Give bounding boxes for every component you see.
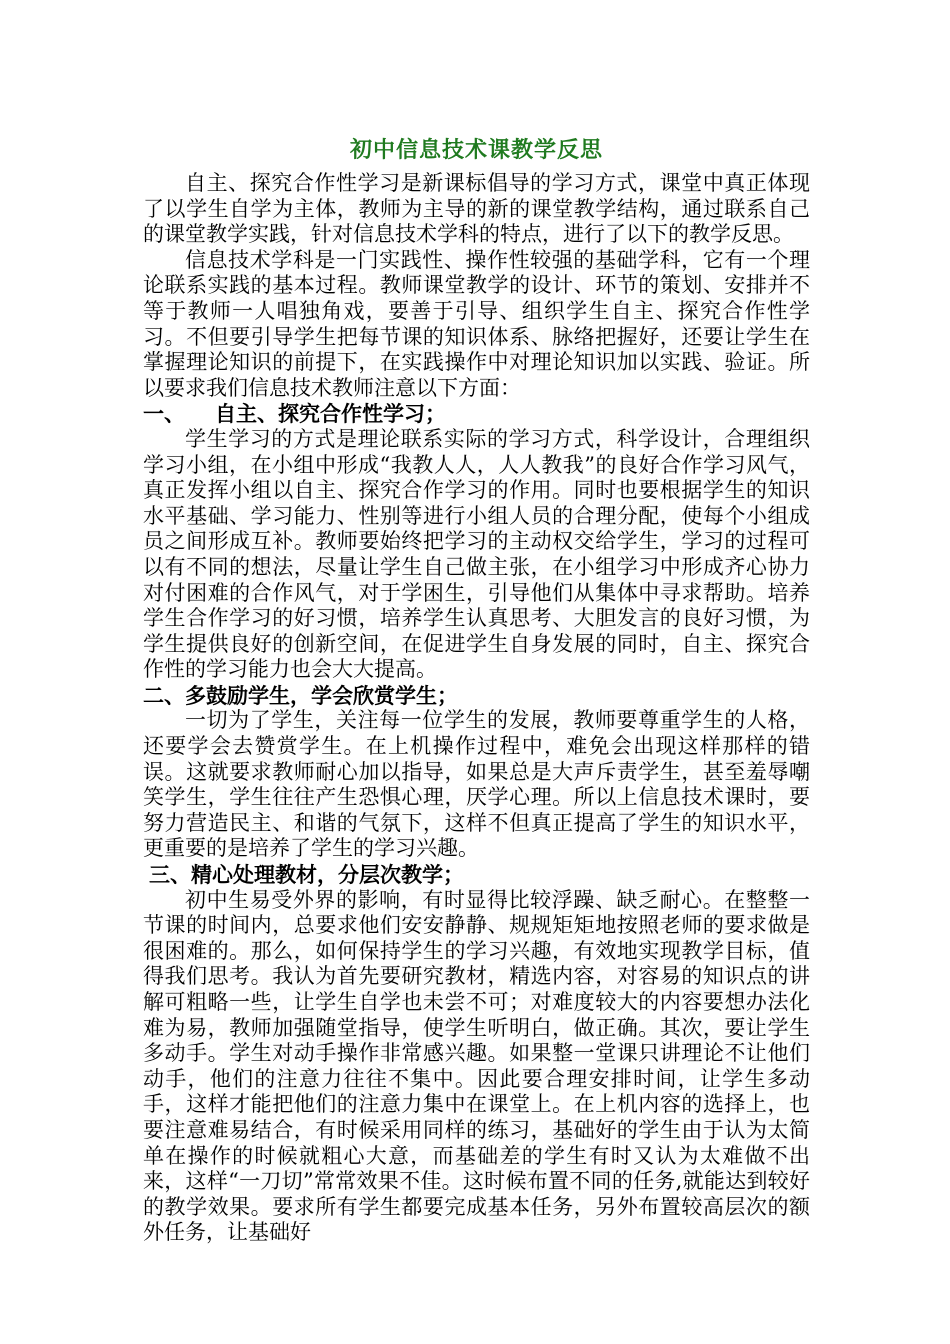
- intro-paragraph-2: 信息技术学科是一门实践性、操作性较强的基础学科，它有一个理论联系实践的基本过程。教师课堂教学的设计、环节的策划、安排并不等于教师一人唱独角戏，要善于引导、组织学生自主、探究合作性学习。不但要引导学生把每节课的知识体系、脉络把握好，还要让学生在掌握理论知识的前提下，在实践操作中对理论知识加以实践、验证。所以要求我们信息技术教师注意以下方面：: [143, 247, 810, 400]
- section-3-heading: [143, 862, 810, 888]
- section-1-title: 自主、探究合作性学习；: [215, 401, 446, 427]
- section-3-number: 三、: [149, 862, 191, 888]
- section-2-number: 二、: [143, 682, 185, 708]
- document-title: 初中信息技术课教学反思: [349, 137, 603, 163]
- intro-paragraph-1: 自主、探究合作性学习是新课标倡导的学习方式，课堂中真正体现了以学生自学为主体，教师为主导的新的课堂教学结构，通过联系自己的课堂教学实践，针对信息技术学科的特点，进行了以下的教学反思。: [143, 171, 810, 247]
- section-2-body: 一切为了学生，关注每一位学生的发展，教师要尊重学生的人格，还要学会去赞赏学生。在上机操作过程中，难免会出现这样那样的错误。这就要求教师耐心加以指导，如果总是大声斥责学生，甚至羞辱嘲笑学生，学生往往产生恐惧心理，厌学心理。所以上信息技术课时，要努力营造民主、和谐的气氛下，这样不但真正提高了学生的知识水平，更重要的是培养了学生的学习兴趣。: [143, 708, 810, 861]
- section-1-number: 一、: [143, 401, 185, 427]
- section-1-body: 学生学习的方式是理论联系实际的学习方式，科学设计，合理组织学习小组，在小组中形成“我教人人，人人教我”的良好合作学习风气，真正发挥小组以自主、探究合作学习的作用。同时也要根据学生的知识水平基础、学习能力、性别等进行小组人员的合理分配，使每个小组成员之间形成互补。教师要始终把学习的主动权交给学生，学习的过程可以有不同的想法，尽量让学生自己做主张，在小组学习中形成齐心协力对付困难的合作风气，对于学困生，引导他们从集体中寻求帮助。培养学生合作学习的好习惯，培养学生认真思考、大胆发言的良好习惯，为学生提供良好的创新空间，在促进学生自身发展的同时，自主、探究合作性的学习能力也会大大提高。: [143, 426, 810, 682]
- section-1-heading: [143, 401, 810, 427]
- document-page: [143, 133, 810, 1246]
- section-2-title: 多鼓励学生，学会欣赏学生；: [185, 682, 458, 708]
- section-3-body: 初中生易受外界的影响，有时显得比较浮躁、缺乏耐心。在整整一节课的时间内，总要求他们安安静静、规规矩矩地按照老师的要求做是很困难的。那么，如何保持学生的学习兴趣，有效地实现教学目标，值得我们思考。我认为首先要研究教材，精选内容，对容易的知识点的讲解可粗略一些，让学生自学也未尝不可；对难度较大的内容要想办法化难为易，教师加强随堂指导，使学生听明白，做正确。其次，要让学生多动手。学生对动手操作非常感兴趣。如果整一堂课只讲理论不让他们动手，他们的注意力往往不集中。因此要合理安排时间，让学生多动手，这样才能把他们的注意力集中在课堂上。在上机内容的选择上，也要注意难易结合，有时候采用同样的练习，基础好的学生由于认为太简单在操作的时候就粗心大意，而基础差的学生有时又认为太难做不出来，这样“一刀切”常常效果不佳。这时候布置不同的任务,就能达到较好的教学效果。要求所有学生都要完成基本任务，另外布置较高层次的额外任务，让基础好: [143, 887, 810, 1245]
- section-3-title: 精心处理教材，分层次教学；: [191, 862, 464, 888]
- section-2-heading: [143, 683, 810, 709]
